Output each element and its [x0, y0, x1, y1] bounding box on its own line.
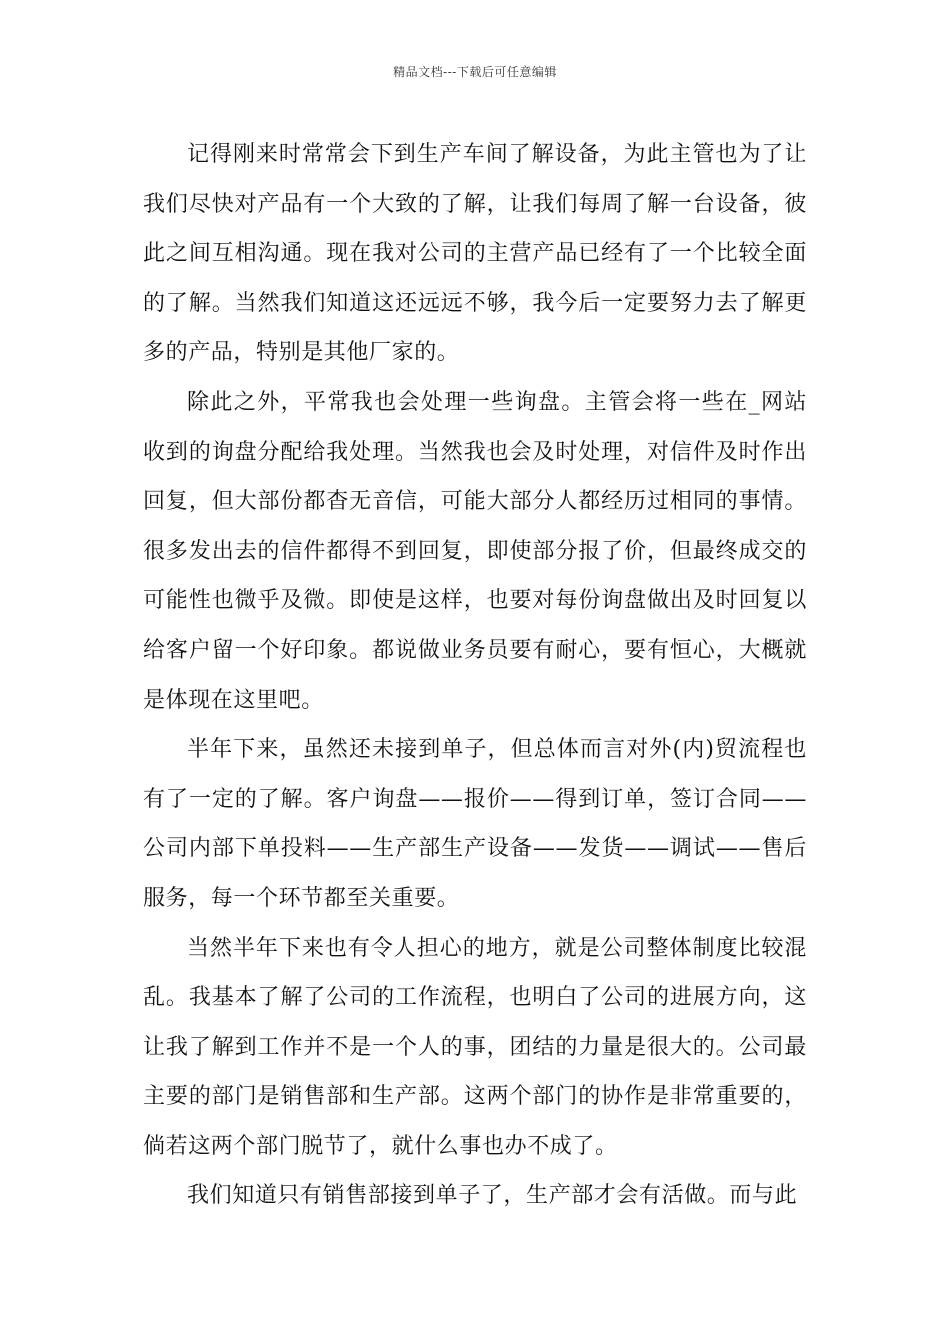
paragraph-4: 当然半年下来也有令人担心的地方，就是公司整体制度比较混乱。我基本了解了公司的工作流程，也明白了公司的进展方向，这让我了解到工作并不是一个人的事，团结的力量是很大的。公司最主要的部门是销售部和生产部。这两个部门的协作是非常重要的，倘若这两个部门脱节了，就什么事也办不成了。 — [143, 935, 807, 1159]
paragraph-5: 我们知道只有销售部接到单子了，生产部才会有活做。而与此 — [187, 1183, 798, 1209]
paragraph-2: 除此之外，平常我也会处理一些询盘。主管会将一些在_网站收到的询盘分配给我处理。当然我也会及时处理，对信件及时作出回复，但大部份都杳无音信，可能大部分人都经历过相同的事情。很多发出去的信件都得不到回复，即使部分报了价，但最终成交的可能性也微乎及微。即使是这样，也要对每份询盘做出及时回复以给客户留一个好印象。都说做业务员要有耐心，要有恒心，大概就是体现在这里吧。 — [143, 389, 807, 713]
paragraph-3: 半年下来，虽然还未接到单子，但总体而言对外(内)贸流程也有了一定的了解。客户询盘——报价——得到订单，签订合同——公司内部下单投料——生产部生产设备——发货——调试——售后服务，每一个环节都至关重要。 — [143, 737, 807, 911]
document-body — [143, 130, 807, 1221]
paragraph-1: 记得刚来时常常会下到生产车间了解设备，为此主管也为了让我们尽快对产品有一个大致的了解，让我们每周了解一台设备，彼此之间互相沟通。现在我对公司的主营产品已经有了一个比较全面的了解。当然我们知道这还远远不够，我今后一定要努力去了解更多的产品，特别是其他厂家的。 — [143, 142, 807, 366]
page-header: 精品文档---下载后可任意编辑 — [393, 65, 557, 79]
